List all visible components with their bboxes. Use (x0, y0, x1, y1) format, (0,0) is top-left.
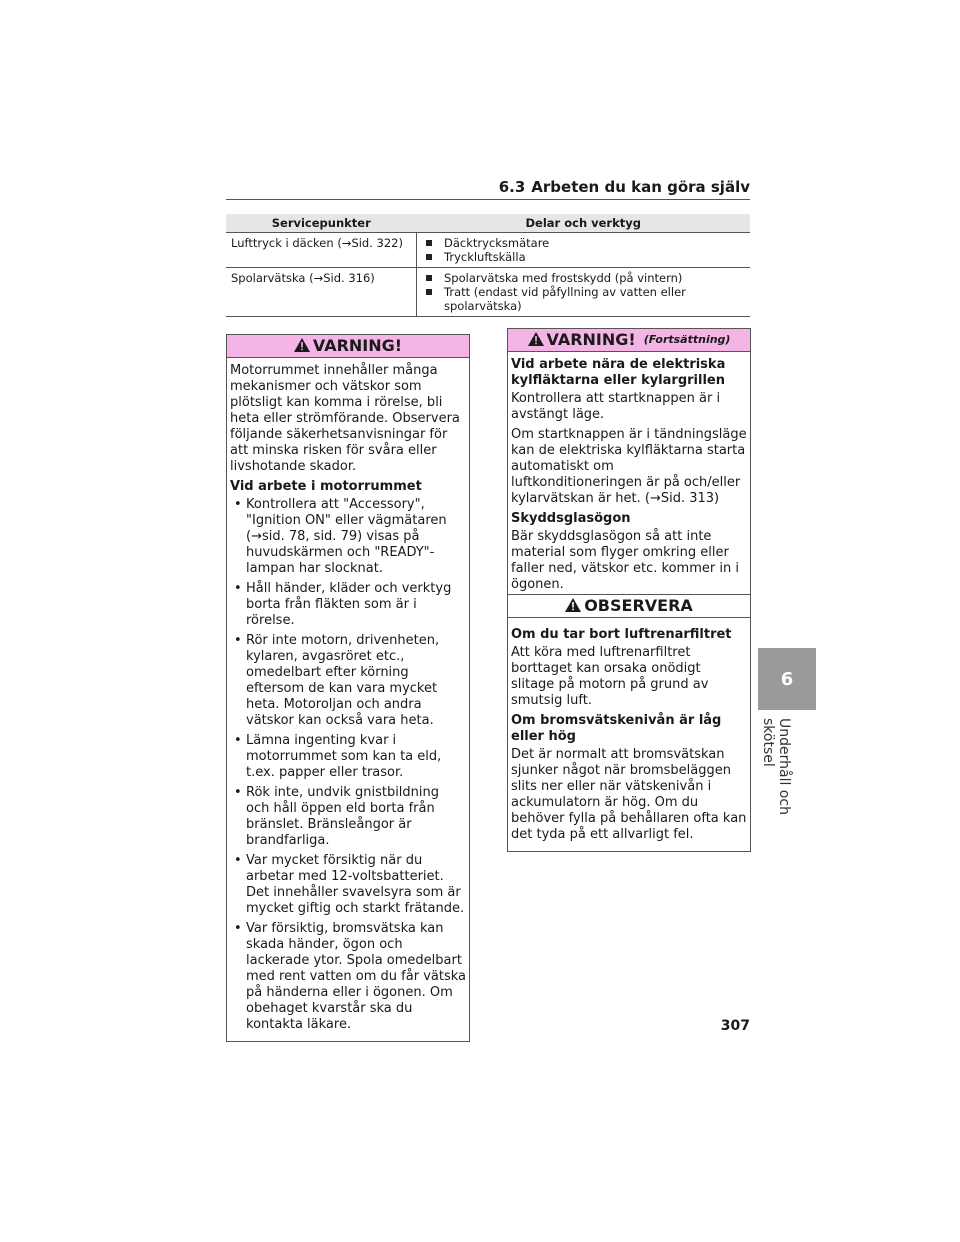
list-item (422, 250, 745, 264)
notice-title: OBSERVERA (584, 596, 693, 615)
cooling-fan-text-1: Kontrollera att startknappen är i avstängt läge. (511, 391, 721, 422)
item-text: Däcktrycksmätare (444, 236, 550, 250)
brake-fluid-text: Det är normalt att bromsvätskan sjunker något när bromsbeläggen slits ner eller när vätskenivån i ackumulatorn är hög. Om du behöver fylla på behållaren ofta kan det tyda på ett allvarligt fel. (511, 747, 747, 842)
list-item: • Rök inte, undvik gnistbildning och håll öppen eld borta från bränslet. Bränsleångor är brandfarliga. (234, 785, 440, 848)
list-item: • Lämna ingenting kvar i motorrummet som kan ta eld, t.ex. papper eller trasor. (234, 733, 442, 780)
bullet-text: Var försiktig, bromsvätska kan skada händer, ögon och lackerade ytor. Spola omedelbart med rent vatten om du får vätska på händerna eller i ögonen. Om obehaget kvarstår ska du kontakta läkare. (246, 921, 466, 1032)
item-text: Spolarvätska med frostskydd (på vintern) (444, 271, 683, 285)
section-header (226, 178, 750, 200)
warning-triangle-icon (565, 598, 581, 615)
list-item: • Rör inte motorn, drivenheten, kylaren, avgasröret etc., omedelbart efter körning eftersom de kan vara mycket heta. Motoroljan och andra vätskor kan också vara heta. (234, 633, 440, 728)
bullet-text: Kontrollera att "Accessory", "Ignition ON" eller vägmätaren (→sid. 78, sid. 79) visas på huvudskärmen och "READY"-lampan har slocknat. (246, 497, 447, 576)
table-header-tools: Delar och verktyg (417, 214, 751, 233)
table-cell-items (417, 268, 751, 317)
notice-title-bar (508, 595, 750, 618)
table-cell-items (417, 233, 751, 268)
list-item (422, 271, 745, 285)
warning-triangle-icon (528, 332, 544, 349)
table-header-row (226, 214, 750, 233)
chapter-number: 6 (780, 668, 794, 690)
goggles-text: Bär skyddsglasögon så att inte material som flyger omkring eller faller ned, vätskor etc. kommer in i ögonen. (511, 529, 739, 592)
chapter-tab (758, 648, 816, 710)
square-bullet-icon (426, 254, 432, 260)
bullet-text: Rök inte, undvik gnistbildning och håll öppen eld borta från bränslet. Bränsleångor är brandfarliga. (246, 785, 440, 848)
list-item: • Håll händer, kläder och verktyg borta från fläkten som är i rörelse. (234, 581, 452, 628)
page-number: 307 (720, 1018, 750, 1034)
section-title: Arbeten du kan göra själv (531, 178, 750, 196)
table-row (226, 268, 750, 317)
list-item: • Var mycket försiktig när du arbetar med 12-voltsbatteriet. Det innehåller svavelsyra som är mycket giftig och starkt frätande. (234, 853, 465, 916)
warning-intro: Motorrummet innehåller många mekanismer och vätskor som plötsligt kan komma i rörelse, bli heta eller strömförande. Observera följande säkerhetsanvisningar för att minska risken för svåra eller livshotande skador. (230, 363, 460, 474)
notice-box (507, 594, 751, 852)
continued-label: (Fortsättning) (643, 333, 731, 346)
table-row (226, 233, 750, 268)
square-bullet-icon (426, 289, 432, 295)
list-item: • Kontrollera att "Accessory", "Ignition ON" eller vägmätaren (→sid. 78, sid. 79) visas på huvudskärmen och "READY"-lampan har slocknat. (234, 497, 447, 576)
warning-continued-box (507, 328, 751, 602)
cooling-fan-heading: Vid arbete nära de elektriska kylfläktarna eller kylargrillen (511, 357, 726, 388)
item-text: Tratt (endast vid påfyllning av vatten eller spolarvätska) (444, 285, 686, 313)
warning-title: VARNING! (312, 336, 403, 355)
warning-box (226, 334, 470, 1042)
section-number: 6.3 (498, 178, 526, 196)
warning-subheading: Vid arbete i motorrummet (230, 479, 422, 494)
cooling-fan-text-2: Om startknappen är i tändningsläge kan de elektriska kylfläktarna starta automatiskt om luftkonditioneringen är på och/eller kylarvätskan är het. (→Sid. 313) (511, 427, 747, 506)
square-bullet-icon (426, 240, 432, 246)
warning-bullet-list (230, 497, 466, 1033)
bullet-text: Var mycket försiktig när du arbetar med 12-voltsbatteriet. Det innehåller svavelsyra som är mycket giftig och starkt frätande. (246, 853, 465, 916)
air-filter-heading: Om du tar bort luftrenarfiltret (511, 627, 732, 642)
air-filter-text: Att köra med luftrenarfiltret borttaget kan orsaka onödigt slitage på motorn på grund av smutsig luft. (511, 645, 709, 708)
warning-continued-title-bar (508, 329, 750, 352)
list-item (422, 236, 745, 250)
table-cell-point: Spolarvätska (→Sid. 316) (226, 268, 417, 317)
bullet-text: Rör inte motorn, drivenheten, kylaren, avgasröret etc., omedelbart efter körning eftersom de kan vara mycket heta. Motoroljan och andra vätskor kan också vara heta. (246, 633, 440, 728)
chapter-label: Underhåll och skötsel (760, 718, 792, 815)
service-table (226, 214, 750, 317)
list-item: • Var försiktig, bromsvätska kan skada händer, ögon och lackerade ytor. Spola omedelbart med rent vatten om du får vätska på händerna eller i ögonen. Om obehaget kvarstår ska du kontakta läkare. (234, 921, 466, 1032)
bullet-text: Lämna ingenting kvar i motorrummet som kan ta eld, t.ex. papper eller trasor. (246, 733, 442, 780)
warning-triangle-icon (294, 338, 310, 355)
bullet-text: Håll händer, kläder och verktyg borta från fläkten som är i rörelse. (246, 581, 452, 628)
table-header-points: Servicepunkter (226, 214, 417, 233)
square-bullet-icon (426, 275, 432, 281)
warning-title-bar (227, 335, 469, 358)
goggles-heading: Skyddsglasögon (511, 511, 631, 526)
warning-continued-title: VARNING! (546, 330, 636, 349)
list-item (422, 285, 745, 313)
table-cell-point: Lufttryck i däcken (→Sid. 322) (226, 233, 417, 268)
brake-fluid-heading: Om bromsvätskenivån är låg eller hög (511, 713, 722, 744)
item-text: Tryckluftskälla (444, 250, 526, 264)
